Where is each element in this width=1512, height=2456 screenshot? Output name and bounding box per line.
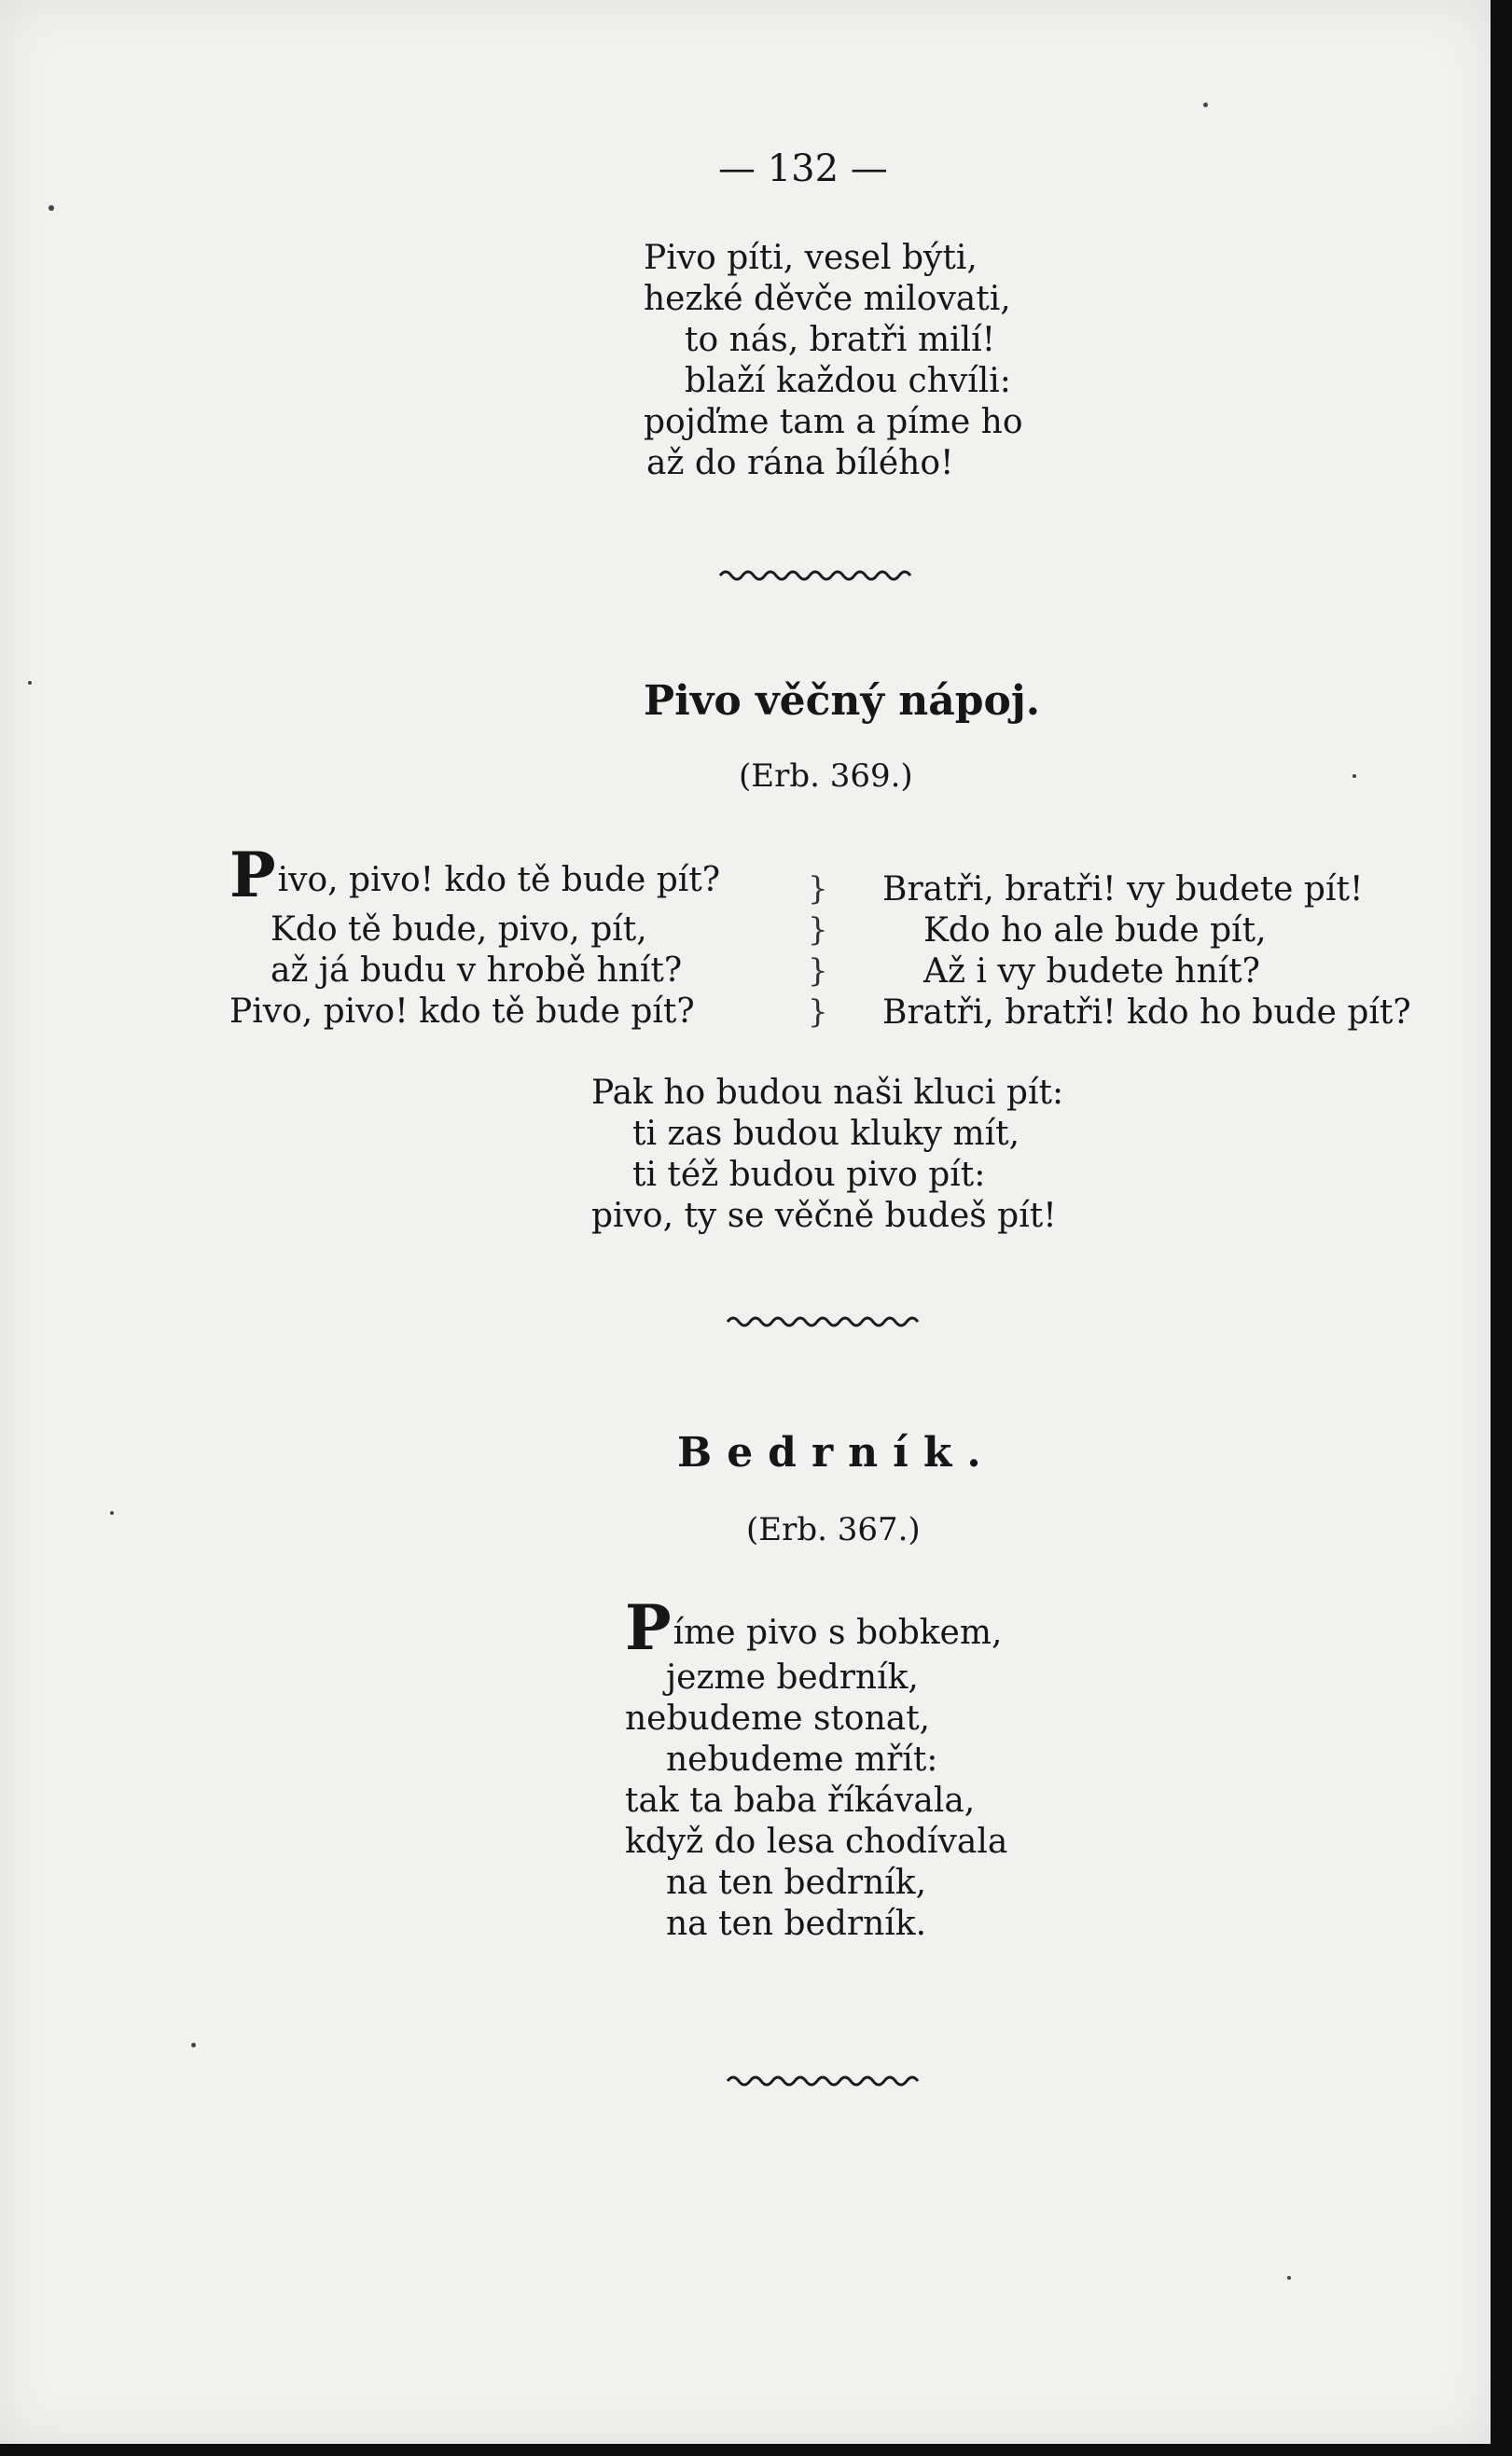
verse-line: Bratři, bratři! kdo ho bude pít?: [882, 993, 1411, 1032]
brace-mark: }: [808, 952, 828, 990]
song-source: (Erb. 369.): [739, 757, 913, 795]
verse-line: tak ta baba říkávala,: [625, 1782, 976, 1820]
verse-line: až do rána bílého!: [646, 444, 954, 482]
brace-mark: }: [808, 911, 828, 949]
verse-line: to nás, bratři milí!: [685, 321, 996, 359]
verse-line: Pivo, pivo! kdo tě bude pít?: [229, 992, 695, 1031]
page-number: — 132 —: [718, 147, 888, 190]
verse-line: na ten bedrník,: [666, 1864, 927, 1902]
song-source: (Erb. 367.): [746, 1511, 921, 1548]
scan-speck: [110, 1511, 114, 1515]
scan-border-bottom: [0, 2444, 1512, 2456]
scan-speck: [49, 205, 54, 211]
verse-line: ti zas budou kluky mít,: [632, 1115, 1020, 1153]
brace-mark: }: [808, 993, 828, 1031]
verse-line: blaží každou chvíli:: [685, 362, 1011, 400]
verse-line: pivo, ty se věčně budeš pít!: [591, 1197, 1057, 1235]
scan-speck: [1352, 774, 1356, 778]
verse-line: Bratři, bratři! vy budete pít!: [882, 870, 1364, 909]
verse-line: hezké děvče milovati,: [644, 280, 1011, 318]
verse-line: jezme bedrník,: [666, 1658, 919, 1697]
scan-speck: [28, 681, 32, 685]
verse-line: Kdo ho ale bude pít,: [923, 911, 1267, 950]
scan-speck: [191, 2043, 196, 2047]
song-title: Pivo věčný nápoj.: [644, 677, 1041, 725]
verse-line: nebudeme stonat,: [625, 1700, 931, 1738]
drop-cap: P: [625, 1591, 672, 1664]
verse-line: když do lesa chodívala: [625, 1823, 1008, 1861]
brace-mark: }: [808, 870, 828, 908]
verse-line: Kdo tě bude, pivo, pít,: [270, 910, 647, 949]
scan-speck: [1287, 2276, 1291, 2280]
verse-line: pojďme tam a píme ho: [644, 403, 1023, 441]
drop-cap: P: [229, 839, 276, 911]
wavy-ornament: [726, 2073, 926, 2089]
verse-line: [625, 1591, 1003, 1664]
verse-line: Pak ho budou naši kluci pít:: [591, 1074, 1064, 1112]
scan-border-right: [1491, 0, 1512, 2456]
scan-speck: [1203, 103, 1208, 107]
verse-line: [229, 839, 721, 911]
wavy-ornament: [726, 1313, 926, 1330]
verse-line: na ten bedrník.: [666, 1905, 927, 1943]
verse-line-rest: íme pivo s bobkem,: [673, 1614, 1003, 1652]
verse-line: až já budu v hrobě hnít?: [270, 951, 683, 990]
verse-line: Až i vy budete hnít?: [923, 952, 1260, 991]
verse-line: ti též budou pivo pít:: [632, 1156, 986, 1194]
verse-line: nebudeme mřít:: [666, 1741, 938, 1779]
song-title: Bedrník.: [677, 1429, 996, 1477]
verse-line: Pivo píti, vesel býti,: [644, 239, 978, 277]
wavy-ornament: [718, 567, 919, 584]
verse-line-rest: ivo, pivo! kdo tě bude pít?: [277, 861, 721, 899]
